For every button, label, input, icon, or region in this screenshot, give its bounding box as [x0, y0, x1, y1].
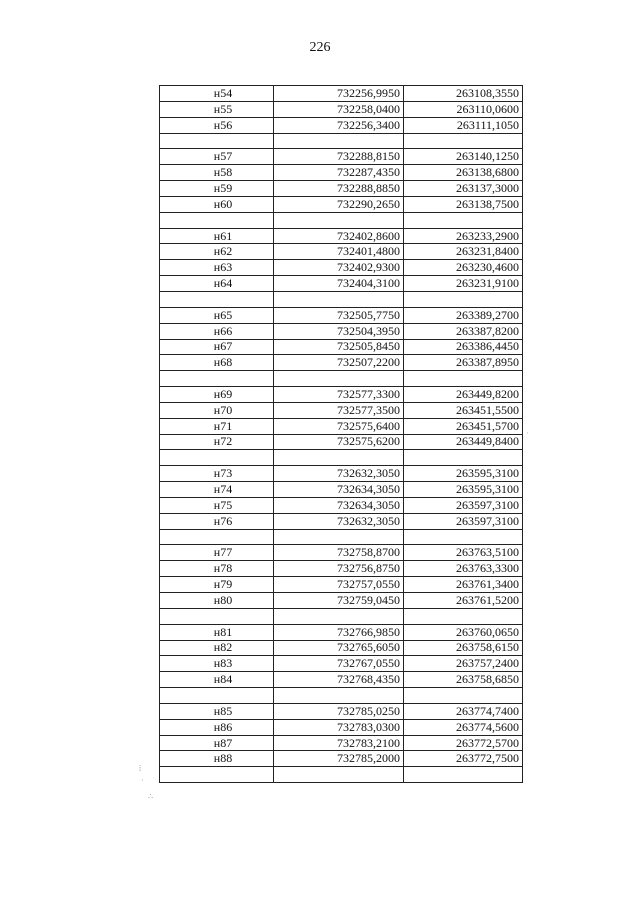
- coordinates-table: [159, 85, 523, 783]
- y-coordinate-cell: 263449,8400: [404, 434, 523, 450]
- y-coordinate-cell: 263763,3300: [404, 561, 523, 577]
- x-coordinate-cell: [274, 291, 404, 307]
- table-row: [160, 561, 523, 577]
- x-coordinate-cell: 732505,7750: [274, 307, 404, 323]
- y-coordinate-cell: 263137,3000: [404, 181, 523, 197]
- table-row: [160, 402, 523, 418]
- x-coordinate-cell: 732577,3300: [274, 387, 404, 403]
- point-cell: н54: [160, 86, 274, 102]
- point-cell: [160, 371, 274, 387]
- x-coordinate-cell: [274, 450, 404, 466]
- x-coordinate-cell: 732767,0550: [274, 656, 404, 672]
- y-coordinate-cell: 263449,8200: [404, 387, 523, 403]
- y-coordinate-cell: 263595,3100: [404, 466, 523, 482]
- point-cell: [160, 133, 274, 149]
- x-coordinate-cell: 732404,3100: [274, 276, 404, 292]
- y-coordinate-cell: 263758,6150: [404, 640, 523, 656]
- y-coordinate-cell: 263386,4450: [404, 339, 523, 355]
- point-cell: [160, 291, 274, 307]
- x-coordinate-cell: 732766,9850: [274, 624, 404, 640]
- point-cell: н75: [160, 497, 274, 513]
- y-coordinate-cell: 263595,3100: [404, 482, 523, 498]
- y-coordinate-cell: 263451,5500: [404, 402, 523, 418]
- table-row: [160, 196, 523, 212]
- point-cell: н78: [160, 561, 274, 577]
- table-row: [160, 339, 523, 355]
- table-row: [160, 593, 523, 609]
- x-coordinate-cell: 732290,2650: [274, 196, 404, 212]
- table-row-empty: [160, 767, 523, 783]
- point-cell: [160, 450, 274, 466]
- y-coordinate-cell: 263597,3100: [404, 497, 523, 513]
- point-cell: [160, 608, 274, 624]
- y-coordinate-cell: 263597,3100: [404, 513, 523, 529]
- point-cell: н88: [160, 751, 274, 767]
- table-row: [160, 86, 523, 102]
- table-row: [160, 482, 523, 498]
- table-row: [160, 101, 523, 117]
- x-coordinate-cell: 732402,8600: [274, 228, 404, 244]
- table-row: [160, 149, 523, 165]
- y-coordinate-cell: [404, 291, 523, 307]
- point-cell: [160, 767, 274, 783]
- scan-speck: ·: [141, 776, 144, 785]
- table-row: [160, 513, 523, 529]
- table-row: [160, 497, 523, 513]
- point-cell: н80: [160, 593, 274, 609]
- point-cell: н71: [160, 418, 274, 434]
- x-coordinate-cell: 732256,9950: [274, 86, 404, 102]
- table-row-empty: [160, 212, 523, 228]
- point-cell: н55: [160, 101, 274, 117]
- table-row: [160, 672, 523, 688]
- y-coordinate-cell: [404, 212, 523, 228]
- y-coordinate-cell: 263772,7500: [404, 751, 523, 767]
- y-coordinate-cell: 263387,8200: [404, 323, 523, 339]
- table-row: [160, 719, 523, 735]
- x-coordinate-cell: 732632,3050: [274, 513, 404, 529]
- x-coordinate-cell: 732765,6050: [274, 640, 404, 656]
- y-coordinate-cell: 263138,7500: [404, 196, 523, 212]
- table-row: [160, 117, 523, 133]
- table-row: [160, 735, 523, 751]
- table-row: [160, 165, 523, 181]
- x-coordinate-cell: [274, 529, 404, 545]
- y-coordinate-cell: 263758,6850: [404, 672, 523, 688]
- coordinates-table-body: [160, 86, 523, 783]
- table-row: [160, 228, 523, 244]
- point-cell: н86: [160, 719, 274, 735]
- table-row: [160, 624, 523, 640]
- y-coordinate-cell: 263389,2700: [404, 307, 523, 323]
- y-coordinate-cell: 263451,5700: [404, 418, 523, 434]
- y-coordinate-cell: 263763,5100: [404, 545, 523, 561]
- y-coordinate-cell: 263140,1250: [404, 149, 523, 165]
- x-coordinate-cell: 732634,3050: [274, 497, 404, 513]
- point-cell: н82: [160, 640, 274, 656]
- point-cell: н58: [160, 165, 274, 181]
- point-cell: [160, 212, 274, 228]
- point-cell: н79: [160, 577, 274, 593]
- x-coordinate-cell: 732768,4350: [274, 672, 404, 688]
- x-coordinate-cell: 732785,0250: [274, 703, 404, 719]
- y-coordinate-cell: 263774,7400: [404, 703, 523, 719]
- y-coordinate-cell: 263231,9100: [404, 276, 523, 292]
- point-cell: н84: [160, 672, 274, 688]
- table-row: [160, 545, 523, 561]
- table-row-empty: [160, 529, 523, 545]
- x-coordinate-cell: 732505,8450: [274, 339, 404, 355]
- table-row: [160, 323, 523, 339]
- point-cell: н72: [160, 434, 274, 450]
- point-cell: н67: [160, 339, 274, 355]
- x-coordinate-cell: 732756,8750: [274, 561, 404, 577]
- x-coordinate-cell: [274, 608, 404, 624]
- x-coordinate-cell: 732575,6200: [274, 434, 404, 450]
- x-coordinate-cell: 732783,2100: [274, 735, 404, 751]
- x-coordinate-cell: 732288,8850: [274, 181, 404, 197]
- point-cell: н87: [160, 735, 274, 751]
- y-coordinate-cell: 263111,1050: [404, 117, 523, 133]
- point-cell: [160, 529, 274, 545]
- point-cell: н81: [160, 624, 274, 640]
- scan-speck: ⁞: [139, 764, 142, 773]
- point-cell: н56: [160, 117, 274, 133]
- point-cell: н64: [160, 276, 274, 292]
- y-coordinate-cell: [404, 450, 523, 466]
- table-row-empty: [160, 608, 523, 624]
- x-coordinate-cell: 732507,2200: [274, 355, 404, 371]
- x-coordinate-cell: 732575,6400: [274, 418, 404, 434]
- x-coordinate-cell: 732258,0400: [274, 101, 404, 117]
- x-coordinate-cell: 732785,2000: [274, 751, 404, 767]
- point-cell: [160, 688, 274, 704]
- table-row-empty: [160, 688, 523, 704]
- y-coordinate-cell: [404, 608, 523, 624]
- point-cell: н68: [160, 355, 274, 371]
- x-coordinate-cell: [274, 767, 404, 783]
- y-coordinate-cell: 263761,5200: [404, 593, 523, 609]
- y-coordinate-cell: [404, 133, 523, 149]
- table-row: [160, 260, 523, 276]
- x-coordinate-cell: 732759,0450: [274, 593, 404, 609]
- x-coordinate-cell: 732288,8150: [274, 149, 404, 165]
- point-cell: н57: [160, 149, 274, 165]
- y-coordinate-cell: 263108,3550: [404, 86, 523, 102]
- point-cell: н85: [160, 703, 274, 719]
- table-row: [160, 387, 523, 403]
- table-row: [160, 703, 523, 719]
- table-row: [160, 307, 523, 323]
- table-row: [160, 466, 523, 482]
- x-coordinate-cell: [274, 212, 404, 228]
- table-row-empty: [160, 450, 523, 466]
- y-coordinate-cell: [404, 371, 523, 387]
- table-row: [160, 751, 523, 767]
- point-cell: н76: [160, 513, 274, 529]
- x-coordinate-cell: 732757,0550: [274, 577, 404, 593]
- point-cell: н62: [160, 244, 274, 260]
- point-cell: н70: [160, 402, 274, 418]
- point-cell: н69: [160, 387, 274, 403]
- table-row: [160, 656, 523, 672]
- point-cell: н59: [160, 181, 274, 197]
- y-coordinate-cell: [404, 767, 523, 783]
- page-number: 226: [309, 40, 331, 55]
- scan-speck: ∴: [148, 792, 154, 801]
- x-coordinate-cell: 732577,3500: [274, 402, 404, 418]
- y-coordinate-cell: 263231,8400: [404, 244, 523, 260]
- point-cell: н66: [160, 323, 274, 339]
- y-coordinate-cell: 263110,0600: [404, 101, 523, 117]
- x-coordinate-cell: 732758,8700: [274, 545, 404, 561]
- x-coordinate-cell: 732402,9300: [274, 260, 404, 276]
- y-coordinate-cell: [404, 688, 523, 704]
- x-coordinate-cell: [274, 133, 404, 149]
- x-coordinate-cell: 732634,3050: [274, 482, 404, 498]
- point-cell: н63: [160, 260, 274, 276]
- table-row-empty: [160, 371, 523, 387]
- table-row: [160, 355, 523, 371]
- table-row-empty: [160, 291, 523, 307]
- y-coordinate-cell: 263761,3400: [404, 577, 523, 593]
- table-row: [160, 276, 523, 292]
- x-coordinate-cell: 732401,4800: [274, 244, 404, 260]
- table-row: [160, 418, 523, 434]
- x-coordinate-cell: 732632,3050: [274, 466, 404, 482]
- table-row: [160, 577, 523, 593]
- point-cell: н77: [160, 545, 274, 561]
- point-cell: н61: [160, 228, 274, 244]
- x-coordinate-cell: [274, 688, 404, 704]
- y-coordinate-cell: 263387,8950: [404, 355, 523, 371]
- y-coordinate-cell: [404, 529, 523, 545]
- y-coordinate-cell: 263760,0650: [404, 624, 523, 640]
- point-cell: н83: [160, 656, 274, 672]
- table-row: [160, 434, 523, 450]
- y-coordinate-cell: 263774,5600: [404, 719, 523, 735]
- table-row: [160, 181, 523, 197]
- y-coordinate-cell: 263230,4600: [404, 260, 523, 276]
- y-coordinate-cell: 263233,2900: [404, 228, 523, 244]
- scan-speck: ·: [526, 429, 529, 438]
- table-row: [160, 244, 523, 260]
- point-cell: н60: [160, 196, 274, 212]
- y-coordinate-cell: 263138,6800: [404, 165, 523, 181]
- x-coordinate-cell: 732783,0300: [274, 719, 404, 735]
- point-cell: н73: [160, 466, 274, 482]
- point-cell: н74: [160, 482, 274, 498]
- point-cell: н65: [160, 307, 274, 323]
- table-row-empty: [160, 133, 523, 149]
- x-coordinate-cell: 732287,4350: [274, 165, 404, 181]
- y-coordinate-cell: 263757,2400: [404, 656, 523, 672]
- x-coordinate-cell: 732504,3950: [274, 323, 404, 339]
- x-coordinate-cell: 732256,3400: [274, 117, 404, 133]
- y-coordinate-cell: 263772,5700: [404, 735, 523, 751]
- x-coordinate-cell: [274, 371, 404, 387]
- table-row: [160, 640, 523, 656]
